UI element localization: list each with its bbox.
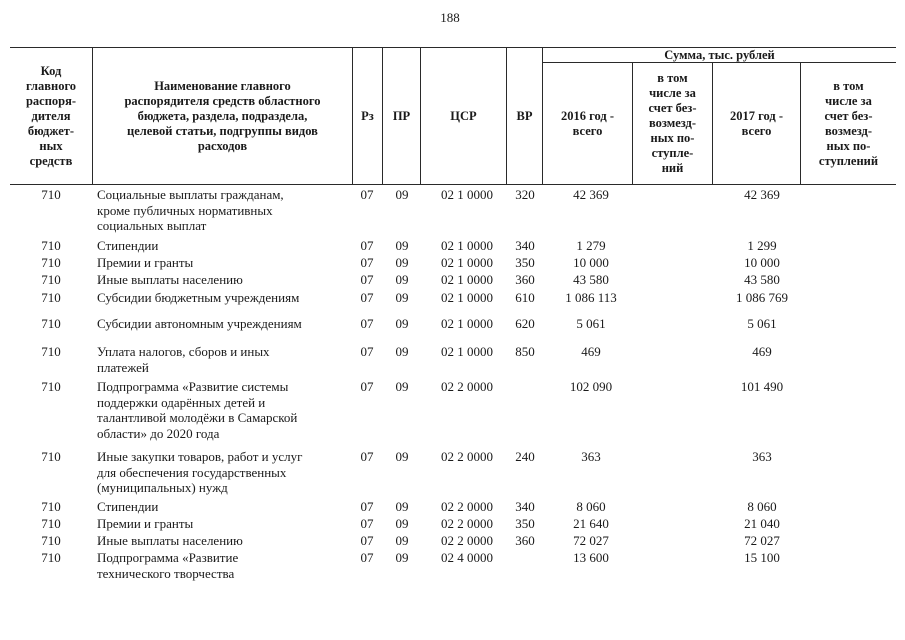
cell-vr: 350 — [515, 255, 535, 270]
cell-name — [97, 344, 352, 375]
cell-vr: 340 — [515, 499, 535, 514]
cell-rz: 07 — [360, 255, 374, 270]
cell-csr: 02 2 0000 — [441, 499, 493, 514]
cell-csr: 02 2 0000 — [441, 379, 493, 394]
cell-name — [97, 379, 352, 441]
cell-kod: 710 — [41, 516, 61, 531]
cell-pr: 09 — [395, 550, 409, 565]
cell-csr: 02 1 0000 — [441, 255, 493, 270]
cell-pr: 09 — [395, 344, 409, 359]
header-summa: Сумма, тыс. рублей — [664, 47, 775, 62]
page-number: 188 — [440, 10, 460, 25]
cell-csr: 02 1 0000 — [441, 187, 493, 202]
cell-name — [97, 290, 352, 306]
cell-sum-2017: 21 040 — [744, 516, 780, 531]
cell-vr: 610 — [515, 290, 535, 305]
cell-sum-2017: 10 000 — [744, 255, 780, 270]
cell-sum-2016: 13 600 — [573, 550, 609, 565]
cell-kod: 710 — [41, 550, 61, 565]
cell-name — [97, 255, 352, 271]
header-2017: 2017 год - всего — [730, 108, 783, 138]
cell-sum-2017: 5 061 — [747, 316, 777, 331]
cell-sum-2017: 1 086 769 — [736, 290, 788, 305]
cell-vr: 360 — [515, 533, 535, 548]
cell-vr: 240 — [515, 449, 535, 464]
cell-sum-2016: 72 027 — [573, 533, 609, 548]
cell-pr: 09 — [395, 255, 409, 270]
cell-kod: 710 — [41, 533, 61, 548]
cell-rz: 07 — [360, 449, 374, 464]
cell-sum-2016: 43 580 — [573, 272, 609, 287]
cell-csr: 02 4 0000 — [441, 550, 493, 565]
cell-kod: 710 — [41, 238, 61, 253]
cell-kod: 710 — [41, 272, 61, 287]
cell-pr: 09 — [395, 272, 409, 287]
cell-name-text: Стипендии — [97, 499, 159, 514]
cell-csr: 02 1 0000 — [441, 238, 493, 253]
cell-sum-2016: 102 090 — [569, 379, 613, 394]
cell-vr: 620 — [515, 316, 535, 331]
cell-sum-2016: 21 640 — [573, 516, 609, 531]
cell-name-text: Иные закупки товаров, работ и услуг для обеспечения государственных (муниципальных) нужд — [97, 449, 303, 495]
cell-rz: 07 — [360, 344, 374, 359]
cell-pr: 09 — [395, 516, 409, 531]
cell-rz: 07 — [360, 238, 374, 253]
cell-sum-2017: 363 — [752, 449, 772, 464]
cell-kod: 710 — [41, 449, 61, 464]
cell-name-text: Иные выплаты населению — [97, 272, 243, 287]
header-2016: 2016 год - всего — [561, 108, 614, 138]
cell-pr: 09 — [395, 449, 409, 464]
cell-rz: 07 — [360, 533, 374, 548]
cell-name-text: Субсидии бюджетным учреждениям — [97, 290, 300, 305]
header-csr: ЦСР — [450, 108, 477, 123]
cell-kod: 710 — [41, 255, 61, 270]
cell-kod: 710 — [41, 499, 61, 514]
cell-kod: 710 — [41, 290, 61, 305]
cell-rz: 07 — [360, 187, 374, 202]
header-vr: ВР — [516, 108, 533, 123]
cell-csr: 02 1 0000 — [441, 290, 493, 305]
cell-sum-2016: 5 061 — [576, 316, 606, 331]
cell-pr: 09 — [395, 290, 409, 305]
cell-sum-2016: 1 086 113 — [565, 290, 617, 305]
cell-pr: 09 — [395, 499, 409, 514]
cell-pr: 09 — [395, 316, 409, 331]
cell-sum-2017: 8 060 — [747, 499, 777, 514]
cell-kod: 710 — [41, 316, 61, 331]
cell-sum-2017: 101 490 — [740, 379, 784, 394]
cell-sum-2016: 469 — [581, 344, 601, 359]
cell-pr: 09 — [395, 533, 409, 548]
cell-name — [97, 516, 352, 532]
cell-name — [97, 187, 352, 234]
cell-rz: 07 — [360, 316, 374, 331]
header-name: Наименование главного распорядителя средств областного бюджета, раздела, подраздела, целевой статьи, подгруппы видов расходов — [124, 78, 321, 153]
cell-kod: 710 — [41, 187, 61, 202]
cell-name — [97, 449, 352, 496]
cell-rz: 07 — [360, 499, 374, 514]
header-kod: Код главного распоря- дителя бюджет- ных средств — [25, 63, 77, 168]
cell-vr: 340 — [515, 238, 535, 253]
cell-name — [97, 272, 352, 288]
cell-name — [97, 316, 352, 332]
cell-pr: 09 — [395, 379, 409, 394]
cell-kod: 710 — [41, 379, 61, 394]
cell-sum-2017: 1 299 — [747, 238, 777, 253]
cell-name-text: Субсидии автономным учреждениям — [97, 316, 302, 331]
cell-sum-2017: 43 580 — [744, 272, 780, 287]
cell-rz: 07 — [360, 550, 374, 565]
cell-csr: 02 1 0000 — [441, 344, 493, 359]
cell-csr: 02 2 0000 — [441, 516, 493, 531]
cell-name-text: Социальные выплаты гражданам, кроме публичных нормативных социальных выплат — [97, 187, 284, 233]
cell-name-text: Подпрограмма «Развитие системы поддержки одарённых детей и талантливой молодёжи в Самарской области» до 2020 года — [97, 379, 298, 441]
cell-csr: 02 2 0000 — [441, 449, 493, 464]
cell-sum-2016: 363 — [581, 449, 601, 464]
cell-name-text: Иные выплаты населению — [97, 533, 243, 548]
cell-vr: 360 — [515, 272, 535, 287]
cell-name-text: Уплата налогов, сборов и иных платежей — [97, 344, 270, 375]
cell-name-text: Премии и гранты — [97, 516, 194, 531]
cell-name-text: Подпрограмма «Развитие технического творчества — [97, 550, 239, 581]
cell-sum-2017: 469 — [752, 344, 772, 359]
cell-name — [97, 533, 352, 549]
cell-name-text: Премии и гранты — [97, 255, 194, 270]
cell-rz: 07 — [360, 272, 374, 287]
cell-vr: 350 — [515, 516, 535, 531]
header-rz: Рз — [361, 108, 374, 123]
cell-sum-2016: 42 369 — [573, 187, 609, 202]
cell-name-text: Стипендии — [97, 238, 159, 253]
header-2016-bezvozm: в том числе за счет без- возмезд- ных по- ступле- ний — [648, 71, 697, 175]
header-2017-bezvozm: в том числе за счет без- возмезд- ных по- ступлений — [818, 78, 879, 168]
cell-sum-2016: 10 000 — [573, 255, 609, 270]
cell-name — [97, 499, 352, 515]
cell-sum-2017: 72 027 — [744, 533, 780, 548]
cell-rz: 07 — [360, 516, 374, 531]
cell-sum-2016: 1 279 — [576, 238, 606, 253]
cell-pr: 09 — [395, 187, 409, 202]
cell-rz: 07 — [360, 290, 374, 305]
cell-sum-2017: 15 100 — [744, 550, 780, 565]
header-pr: ПР — [392, 108, 411, 123]
cell-sum-2017: 42 369 — [744, 187, 780, 202]
cell-kod: 710 — [41, 344, 61, 359]
cell-name — [97, 550, 352, 581]
cell-vr: 320 — [515, 187, 535, 202]
cell-csr: 02 2 0000 — [441, 533, 493, 548]
cell-pr: 09 — [395, 238, 409, 253]
cell-csr: 02 1 0000 — [441, 272, 493, 287]
cell-vr: 850 — [515, 344, 535, 359]
cell-csr: 02 1 0000 — [441, 316, 493, 331]
cell-rz: 07 — [360, 379, 374, 394]
cell-name — [97, 238, 352, 254]
cell-sum-2016: 8 060 — [576, 499, 606, 514]
